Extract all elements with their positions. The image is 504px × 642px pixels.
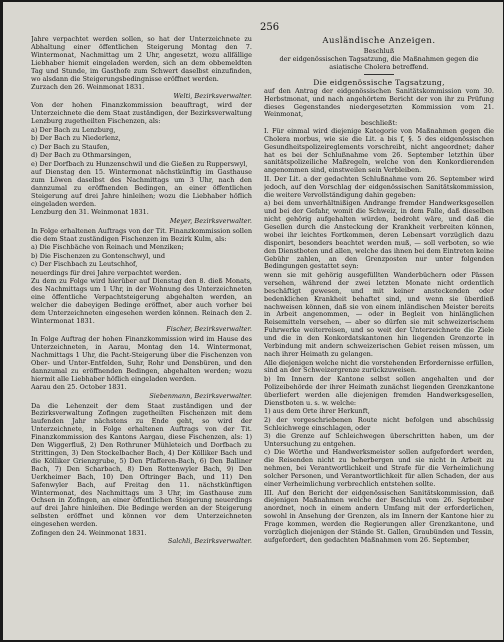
paragraph: II. Der Lit. a der gedachten Schlußnahme vom 26. September wird jedoch, auf den Vorschlag der eidgenössischen Sanitätskommission, die weitere Vervollständigung dahin gegeben: <box>264 174 494 199</box>
paragraph: b) Im Innern der Kantone selbst sollen angehalten und der Polizeibehörde der ihrer Heimath zunächst liegenden Grenzkantone überliefert werden alle diejenigen fremden Handwerksgesellen, Dienstboten u. s. w. welche: <box>264 374 494 407</box>
paragraph: Zu dem zu Folge wird hierüber auf Dienstag den 8. dieß Monats, des Nachmittags um 1 Uhr, in der Wohnung des Unterzeichneten eine öffentliche Verpachtsteigerung abgehalten werden, an welcher die dabeyigen Bedinge eröffnet, aber auch vorher bei dem Unterzeichneten eingesehen werden können. Reinach den 2. Wintermonat 1831. <box>31 277 252 325</box>
scanned-page <box>3 2 503 640</box>
right-column <box>264 36 494 546</box>
paragraph: c) Der Bach zu Staufen, <box>31 142 110 151</box>
paragraph: 2) der vorgeschriebenen Route nicht befolgen und abschüssig Schleichwege einschlagen, oder <box>264 415 494 432</box>
signature: Fischer, Bezirksverwalter. <box>166 325 252 334</box>
signature: Siebenmann, Bezirksverwalter. <box>149 391 252 400</box>
paragraph: wenn sie mit gehörig ausgefüllten Wanderbüchern oder Pässen versehen, während der zwei letzten Monate nicht ordentlich beschäftigt gewesen, und mit keiner ansteckenden oder bedenklichen Krankheit behaftet sind, und wenn sie überdieß nachweisen können, daß sie von einem inländischen Meister bereits in Arbeit angenommen, — oder in Begleit von hinlänglichen Reisemitteln versehen, — aber so dürfen sie mit schweizerischem Fuhrwerke weiterreisen, und so weit der Unterzeichnete die Ziele und die in den Konkordatskantonen hin liegenden Grenzorte in Verbindung mit andern schweizerischen Gebiet reisen müssen, um nach ihrer Heimath zu gelangen. <box>264 270 494 358</box>
paragraph: Zofingen den 24. Weinmonat 1831. <box>31 528 147 537</box>
paragraph: III. Auf den Bericht der eidgenössischen Sanitätskommission, daß diejenigen Maßnahmen welche der Beschluß vom 26. September anordnet, noch in einem andern Umfang mit der erforderlichen, sowohl in Ansehung der Grenzen, als im Innern der Kantone hier zu Frage kommen, werden die Regierungen aller Grenzkantone, und vorzüglich diejenigen der Stände St. Gallen, Graubünden und Tessin, aufgefordert, den gedachten Maßnahmen vom 26. September, <box>264 488 494 544</box>
paragraph: I. Für einmal wird diejenige Kategorie von Maßnahmen gegen die Cholera morbus, wie sie die Lit. a bis f, §. 5 des eidgenössischen Gesundheitspolizeireglements vorschreibt, nicht angeordnet; daher hat es bei der Schlußnahme vom 26. September letzthin über sanitätspolizeiliche Maßregeln, welche von den Konkordierenden angenommen sind, einstweilen sein Verbleiben. <box>264 126 494 175</box>
centered-text: beschließt: <box>360 118 398 127</box>
paragraph: b) Der Bach zu Niederlenz, <box>31 134 121 143</box>
paragraph: e) Der Dorfbach zu Hunzenschwil und die Gießen zu Rupperswyl, <box>31 159 248 168</box>
paragraph: 1) aus dem Orte ihrer Herkunft, <box>264 407 370 416</box>
paragraph: 3) die Grenze auf Schleichwegen überschritten haben, um der Untersuchung zu entgehen. <box>264 432 494 448</box>
centered-text: der eidgenössischen Tagsatzung, die Maßnahmen gegen die asiatische Cholera betreffend. <box>279 54 479 71</box>
signature: Welti, Bezirksverwalter. <box>173 91 252 100</box>
page-number: 256 <box>260 22 280 33</box>
section-title: Die eidgenössische Tagsatzung, <box>313 77 445 87</box>
paragraph: In Folge Auftrag der hohen Finanzkommission wird im Hause des Unterzeichneten, in Aarau, Montag den 14. Wintermonat, Nachmittags 1 Uhr, die Pacht-Steigerung über die Fischenzen von Ober- und Unter-Entfelden, Suhr, Rohr und Densbüren, und den dannzumal zu eröffnenden Bedingen, abgehalten werden; wozu hiermit alle Liebhaber höflich eingeladen werden. <box>31 335 252 383</box>
subheading: Beschluß <box>363 47 395 55</box>
paragraph: neuerdings für drei Jahre verpachtet werden. <box>31 268 182 277</box>
signature: Salchli, Bezirksverwalter. <box>167 537 252 546</box>
paragraph: In Folge erhaltenen Auftrags von der Tit. Finanzkommission sollen die dem Staat zuständigen Fischenzen im Bezirk Kulm, als: <box>31 226 252 243</box>
paragraph: Jahre verpachtet werden sollen, so hat der Unterzeichnete zu Abhaltung einer öffentlichen Steigerung Montag den 7. Wintermonat, Nachmittag um 2 Uhr, angesetzt, wozu allfällige Liebhaber hiemit eingeladen werden, sich an dem obbemeldten Tag und Stunde, im Gasthofe zum Schwert daselbst einzufinden, wo alsdann die Steigerungsbedingnisse eröffnet werden. <box>31 36 252 83</box>
paragraph: Aarau den 25. October 1831. <box>31 383 127 392</box>
paragraph: auf Dienstag den 15. Wintermonat nächstkünftig im Gasthause zum Löwen daselbst des Nachmittags um 3 Uhr, nach den dannzumal zu eröffnenden Bedingen, an einer öffentlichen Steigerung auf drei Jahre hinleihen; wozu die Liebhaber höflich eingeladen werden. <box>31 168 252 208</box>
section-heading: Ausländische Anzeigen. <box>322 36 436 46</box>
paragraph: d) Der Bach zu Othmarsingen, <box>31 151 132 160</box>
paragraph: a) Die Fischbäche von Reinach und Menziken; <box>31 243 184 252</box>
paragraph: b) Die Fischenzen zu Gontenschwyl, und <box>31 251 166 260</box>
paragraph: c) Die Wörthe und Handwerksmeister sollen aufgefordert werden, die Reisenden nicht zu beherbergen und sie nicht in Arbeit zu nehmen, bei Verantwortlichkeit und Strafe für die Verheimlichung solcher Personen, und Verantwortlichkeit für allen Schaden, der aus einer Verheimlichung verbrechlich entstehen sollte. <box>264 448 494 489</box>
signature: Meyer, Bezirksverwalter. <box>169 216 252 225</box>
paragraph: a) bei dem unverhältnißigen Andrange fremder Handwerksgesellen und bei der Gefahr, womit die Schweiz, in dem Falle, daß dieselben nicht gehörig aufgehalten würden, bedroht wäre, und daß die Gesellen durch die Ansteckung der Krankheit verbreiten können, wobei ihr leichtes Fortkommen, deren Lebensart vorzüglich dazu disponirt, besonders beachtet werden muß, — soll verboten, so wie den Dienstboten und allen, welche das ihnen bei dem Eintreten keine Gebühr zahlen, an den Grenzposten nur unter folgenden Bedingungen gestattet seyn: <box>264 199 494 271</box>
divider <box>364 74 394 75</box>
paragraph: Lenzburg den 31. Weinmonat 1831. <box>31 208 149 217</box>
paragraph: a) Der Bach zu Lenzburg, <box>31 125 116 134</box>
paragraph: auf den Antrag der eidgenössischen Sanitätskommission vom 30. Herbstmonat, und nach angehörtem Bericht der von ihr zu Prüfung dieses Gegenstandes niedergesetzten Kommission vom 21. Weinmonat, <box>264 86 494 119</box>
paragraph: Zurzach den 26. Weinmonat 1831. <box>31 83 145 92</box>
paragraph: Da die Lehenzeit der dem Staat zuständigen und der Bezirksverwaltung Zofingen zugetheilten Fischenzen mit dem laufenden Jahr nächstens zu Ende geht, so wird der Unterzeichnete, in Folge erhaltenen Auftrags von der Tit. Finanzkommission des Kantons Aargau, diese Fischenzen, als: 1) Den Wiggerfluß, 2) Den Rothruner Mühleteich und Dorfbach zu Strittingen, 3) Den Stockelbacher Bach, 4) Der Kölliker Bach und die Kölliker Grienzgrube, 5) Den Pfafferen-Bach, 6) Den Balliner Bach, 7) Den Scharbach, 8) Den Rottenwyler Bach, 9) Den Uerkheimer Bach, 10) Den Oftringer Bach, und 11) Den Safenwyler Bach, auf Freitag den 11. nächstkünftigen Wintermonat, des Nachmittags um 3 Uhr, im Gasthause zum Ochsen in Zofingen, an einer öffentlichen Steigerung neuerdings auf drei Jahre hinleihen. Die Bedinge werden an der Steigerung selbsten eröffnet und können vor dem Unterzeichneten eingesehen werden. <box>31 401 252 529</box>
paragraph: Von der hohen Finanzkommission beauftragt, wird der Unterzeichnete die dem Staat zuständigen, der Bezirksverwaltung Lenzburg zugetheilten Fischenzen, als: <box>31 101 252 126</box>
paragraph: Alle diejenigen welche nicht die vorstehenden Erfordernisse erfüllen, sind an der Schweizergrenze zurückzuweisen. <box>264 358 494 375</box>
paragraph: c) Der Fischbach zu Leutschhof, <box>31 260 138 269</box>
left-column <box>31 36 252 548</box>
